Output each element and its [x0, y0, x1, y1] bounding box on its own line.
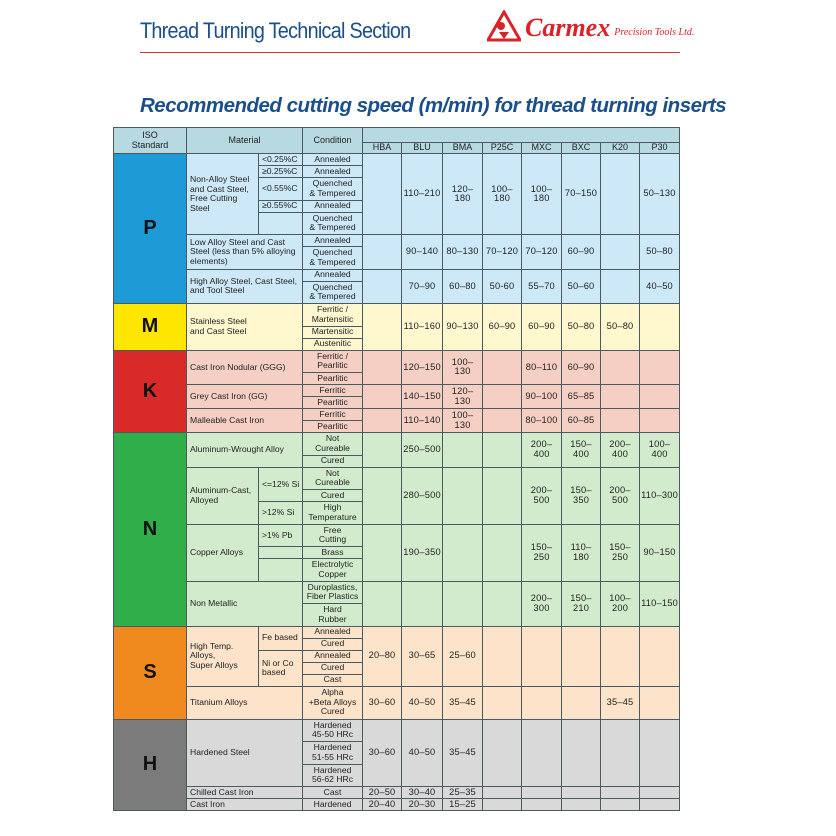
- speed-hba: 20–50: [363, 787, 402, 799]
- condition: Quenched & Tempered: [303, 212, 363, 235]
- speed-bxc: 60–90: [562, 235, 601, 270]
- condition: Hardened 45-50 HRc: [303, 719, 363, 742]
- speed-mxc: 80–110: [522, 350, 562, 385]
- condition: Pearlitic: [303, 421, 363, 433]
- speed-blu: 40–50: [402, 686, 443, 719]
- speed-k20: 200–500: [601, 467, 640, 524]
- speed-p25c: [483, 787, 522, 799]
- material-subtype: ≥0.55%C: [259, 200, 303, 212]
- speed-p25c: [483, 524, 522, 581]
- condition-header: Condition: [303, 128, 363, 154]
- speed-bxc: 150–400: [562, 433, 601, 468]
- speed-p30: 40–50: [640, 269, 680, 304]
- header-divider: [140, 52, 680, 53]
- speed-k20: [601, 269, 640, 304]
- grade-header-mxc: MXC: [522, 143, 562, 154]
- table-row: [114, 686, 680, 719]
- table-row: [114, 304, 680, 327]
- speed-p30: [640, 304, 680, 351]
- carmex-logo: [487, 10, 694, 42]
- speed-bma: 35–45: [443, 719, 483, 787]
- condition: Electrolytic Copper: [303, 559, 363, 582]
- condition: Annealed: [303, 650, 363, 662]
- speed-k20: [601, 385, 640, 409]
- material-header: Material: [187, 128, 303, 154]
- material-subtype: [259, 547, 303, 559]
- speed-bxc: [562, 626, 601, 686]
- speed-hba: [363, 433, 402, 468]
- speed-k20: 100–200: [601, 581, 640, 626]
- speed-hba: 30–60: [363, 686, 402, 719]
- speed-blu: 70–90: [402, 269, 443, 304]
- material-name: High Temp. Alloys, Super Alloys: [187, 626, 259, 686]
- condition: Ferritic: [303, 409, 363, 421]
- grade-header-bma: BMA: [443, 143, 483, 154]
- material-name: Chilled Cast Iron: [187, 787, 303, 799]
- material-subtype: ≥0.25%C: [259, 166, 303, 178]
- speed-bxc: 150–350: [562, 467, 601, 524]
- condition: High Temperature: [303, 502, 363, 525]
- material-name: High Alloy Steel, Cast Steel, and Tool Steel: [187, 269, 303, 304]
- speed-bma: 90–130: [443, 304, 483, 351]
- material-subtype: Fe based: [259, 626, 303, 650]
- material-name: Non Metallic: [187, 581, 303, 626]
- iso-s: S: [114, 626, 187, 719]
- speed-hba: 20–80: [363, 626, 402, 686]
- speed-p30: [640, 385, 680, 409]
- speed-hba: [363, 385, 402, 409]
- speed-hba: [363, 269, 402, 304]
- speed-p25c: [483, 385, 522, 409]
- grade-header-bxc: BXC: [562, 143, 601, 154]
- logo-subtitle: Precision Tools Ltd.: [614, 27, 695, 38]
- condition: Hardened 56-62 HRc: [303, 764, 363, 787]
- table-row: [114, 799, 680, 811]
- speed-bxc: 50–60: [562, 269, 601, 304]
- condition: Hardened: [303, 799, 363, 811]
- speed-hba: [363, 581, 402, 626]
- speed-p30: [640, 626, 680, 686]
- speed-blu: 110–140: [402, 409, 443, 433]
- condition: Annealed: [303, 154, 363, 166]
- material-subtype: <0.55%C: [259, 178, 303, 201]
- speed-mxc: [522, 626, 562, 686]
- speed-mxc: 150–250: [522, 524, 562, 581]
- speed-p30: [640, 686, 680, 719]
- speed-bma: [443, 524, 483, 581]
- speed-p25c: 60–90: [483, 304, 522, 351]
- speed-mxc: [522, 686, 562, 719]
- speed-bxc: 70–150: [562, 154, 601, 235]
- speed-blu: 190–350: [402, 524, 443, 581]
- speed-k20: 50–80: [601, 304, 640, 351]
- speed-bma: 25–60: [443, 626, 483, 686]
- iso-m: M: [114, 304, 187, 351]
- material-subtype: [259, 212, 303, 235]
- speed-bxc: 60–90: [562, 350, 601, 385]
- speed-bxc: 50–80: [562, 304, 601, 351]
- speed-blu: 250–500: [402, 433, 443, 468]
- condition: Cured: [303, 455, 363, 467]
- speed-mxc: [522, 719, 562, 787]
- material-subtype: <0.25%C: [259, 154, 303, 166]
- speed-p25c: [483, 409, 522, 433]
- condition: Brass: [303, 547, 363, 559]
- material-name: Non-Alloy Steel and Cast Steel, Free Cutting Steel: [187, 154, 259, 235]
- table-row: [114, 385, 680, 397]
- material-subtype: <=12% Si: [259, 467, 303, 502]
- table-row: [114, 787, 680, 799]
- condition: Ferritic: [303, 385, 363, 397]
- speed-k20: [601, 409, 640, 433]
- condition: Cured: [303, 490, 363, 502]
- speed-p30: [640, 409, 680, 433]
- speed-p25c: [483, 467, 522, 524]
- speed-k20: [601, 787, 640, 799]
- speed-bma: 120–180: [443, 154, 483, 235]
- speed-k20: [601, 719, 640, 787]
- speed-mxc: 55–70: [522, 269, 562, 304]
- material-name: Aluminum-Cast, Alloyed: [187, 467, 259, 524]
- speed-hba: 20–40: [363, 799, 402, 811]
- material-name: Copper Alloys: [187, 524, 259, 581]
- table-row: [114, 154, 680, 166]
- condition: Annealed: [303, 235, 363, 247]
- speed-p25c: 50-60: [483, 269, 522, 304]
- speed-hba: [363, 409, 402, 433]
- speed-blu: 140–150: [402, 385, 443, 409]
- condition: Duroplastics, Fiber Plastics: [303, 581, 363, 604]
- condition: Pearlitic: [303, 397, 363, 409]
- speed-mxc: 60–90: [522, 304, 562, 351]
- speed-p30: [640, 350, 680, 385]
- speed-p25c: [483, 799, 522, 811]
- logo-name: Carmex: [525, 13, 611, 42]
- speed-bxc: 60–85: [562, 409, 601, 433]
- speed-p30: 100–400: [640, 433, 680, 468]
- speed-k20: [601, 626, 640, 686]
- condition: Hard Rubber: [303, 604, 363, 627]
- speed-hba: [363, 350, 402, 385]
- speed-p25c: [483, 581, 522, 626]
- iso-header: ISO Standard: [114, 128, 187, 154]
- speed-p25c: [483, 626, 522, 686]
- speed-hba: [363, 154, 402, 235]
- condition: Austenitic: [303, 338, 363, 350]
- grade-header-p30: P30: [640, 143, 680, 154]
- table-row: [114, 409, 680, 421]
- speed-mxc: 70–120: [522, 235, 562, 270]
- speed-blu: 120–150: [402, 350, 443, 385]
- iso-k: K: [114, 350, 187, 433]
- speed-mxc: [522, 799, 562, 811]
- condition: Martensitic: [303, 326, 363, 338]
- speed-bxc: 65–85: [562, 385, 601, 409]
- table-row: [114, 581, 680, 604]
- speed-p30: [640, 719, 680, 787]
- speed-mxc: 100–180: [522, 154, 562, 235]
- speed-k20: 200–400: [601, 433, 640, 468]
- table-row: [114, 467, 680, 490]
- speed-bxc: 150–210: [562, 581, 601, 626]
- condition: Annealed: [303, 626, 363, 638]
- speed-mxc: 200–500: [522, 467, 562, 524]
- page-title: Thread Turning Technical Section: [140, 18, 411, 43]
- table-row: [114, 235, 680, 247]
- condition: Pearlitic: [303, 373, 363, 385]
- speed-bma: [443, 467, 483, 524]
- grades-header: [363, 128, 680, 143]
- carmex-logo-icon: [487, 10, 521, 42]
- speed-bma: 60–80: [443, 269, 483, 304]
- condition: Free Cutting: [303, 524, 363, 547]
- condition: Cured: [303, 638, 363, 650]
- material-name: Malleable Cast Iron: [187, 409, 303, 433]
- condition: Ferritic / Martensitic: [303, 304, 363, 327]
- table-row: [114, 433, 680, 456]
- speed-bma: 100–130: [443, 409, 483, 433]
- condition: Not Cureable: [303, 433, 363, 456]
- speed-mxc: 200–300: [522, 581, 562, 626]
- cutting-speed-table: [113, 127, 680, 811]
- speed-bxc: [562, 787, 601, 799]
- speed-bma: 120–130: [443, 385, 483, 409]
- grade-header-hba: HBA: [363, 143, 402, 154]
- table-row: [114, 269, 680, 281]
- condition: Ferritic / Pearlitic: [303, 350, 363, 373]
- speed-bma: 80–130: [443, 235, 483, 270]
- speed-hba: [363, 524, 402, 581]
- speed-p30: 110–300: [640, 467, 680, 524]
- condition: Not Cureable: [303, 467, 363, 490]
- iso-p: P: [114, 154, 187, 304]
- speed-blu: 110–160: [402, 304, 443, 351]
- iso-n: N: [114, 433, 187, 627]
- speed-p30: 50–130: [640, 154, 680, 235]
- speed-blu: 280–500: [402, 467, 443, 524]
- table-row: [114, 719, 680, 742]
- speed-blu: [402, 581, 443, 626]
- table-row: [114, 524, 680, 547]
- speed-mxc: 200–400: [522, 433, 562, 468]
- speed-bxc: [562, 799, 601, 811]
- condition: Alpha +Beta Alloys Cured: [303, 686, 363, 719]
- material-name: Aluminum-Wrought Alloy: [187, 433, 303, 468]
- material-name: Hardened Steel: [187, 719, 303, 787]
- condition: Cast: [303, 674, 363, 686]
- table-row: [114, 350, 680, 373]
- speed-hba: [363, 467, 402, 524]
- speed-blu: 40–50: [402, 719, 443, 787]
- grade-header-k20: K20: [601, 143, 640, 154]
- material-subtype: Ni or Co based: [259, 650, 303, 686]
- material-name: Low Alloy Steel and Cast Steel (less than 5% alloying elements): [187, 235, 303, 270]
- iso-h: H: [114, 719, 187, 811]
- speed-blu: 30–40: [402, 787, 443, 799]
- speed-p30: 90–150: [640, 524, 680, 581]
- material-name: Cast Iron Nodular (GGG): [187, 350, 303, 385]
- speed-blu: 20–30: [402, 799, 443, 811]
- speed-p25c: 100–180: [483, 154, 522, 235]
- condition: Hardened 51-55 HRc: [303, 742, 363, 765]
- condition: Annealed: [303, 269, 363, 281]
- speed-k20: [601, 235, 640, 270]
- condition: Annealed: [303, 200, 363, 212]
- speed-blu: 90–140: [402, 235, 443, 270]
- section-subtitle: Recommended cutting speed (m/min) for thread turning inserts: [140, 94, 727, 117]
- speed-p30: 110–150: [640, 581, 680, 626]
- speed-k20: [601, 799, 640, 811]
- material-name: Stainless Steel and Cast Steel: [187, 304, 303, 351]
- speed-k20: 150–250: [601, 524, 640, 581]
- condition: Quenched & Tempered: [303, 178, 363, 201]
- speed-k20: [601, 350, 640, 385]
- condition: Cast: [303, 787, 363, 799]
- speed-hba: [363, 235, 402, 270]
- material-name: Titanium Alloys: [187, 686, 303, 719]
- speed-k20: [601, 154, 640, 235]
- speed-blu: 30–65: [402, 626, 443, 686]
- speed-mxc: 80–100: [522, 409, 562, 433]
- speed-p25c: 70–120: [483, 235, 522, 270]
- speed-bma: [443, 581, 483, 626]
- speed-p25c: [483, 719, 522, 787]
- speed-blu: 110–210: [402, 154, 443, 235]
- speed-bxc: [562, 686, 601, 719]
- material-subtype: >1% Pb: [259, 524, 303, 547]
- speed-p30: [640, 799, 680, 811]
- speed-mxc: [522, 787, 562, 799]
- speed-bxc: 110–180: [562, 524, 601, 581]
- speed-bma: 25–35: [443, 787, 483, 799]
- speed-p25c: [483, 686, 522, 719]
- speed-p25c: [483, 350, 522, 385]
- speed-bma: 100–130: [443, 350, 483, 385]
- speed-bxc: [562, 719, 601, 787]
- material-subtype: [259, 559, 303, 582]
- material-subtype: >12% Si: [259, 502, 303, 525]
- speed-bma: 35–45: [443, 686, 483, 719]
- material-name: Grey Cast Iron (GG): [187, 385, 303, 409]
- speed-bma: [443, 433, 483, 468]
- condition: Quenched & Tempered: [303, 281, 363, 304]
- table-row: [114, 626, 680, 638]
- speed-p25c: [483, 433, 522, 468]
- condition: Cured: [303, 662, 363, 674]
- condition: Annealed: [303, 166, 363, 178]
- speed-p30: 50–80: [640, 235, 680, 270]
- speed-p30: [640, 787, 680, 799]
- material-name: Cast Iron: [187, 799, 303, 811]
- speed-bma: 15–25: [443, 799, 483, 811]
- speed-mxc: 90–100: [522, 385, 562, 409]
- speed-hba: [363, 304, 402, 351]
- condition: Quenched & Tempered: [303, 247, 363, 270]
- speed-hba: 30–60: [363, 719, 402, 787]
- grade-header-p25c: P25C: [483, 143, 522, 154]
- grade-header-blu: BLU: [402, 143, 443, 154]
- speed-k20: 35–45: [601, 686, 640, 719]
